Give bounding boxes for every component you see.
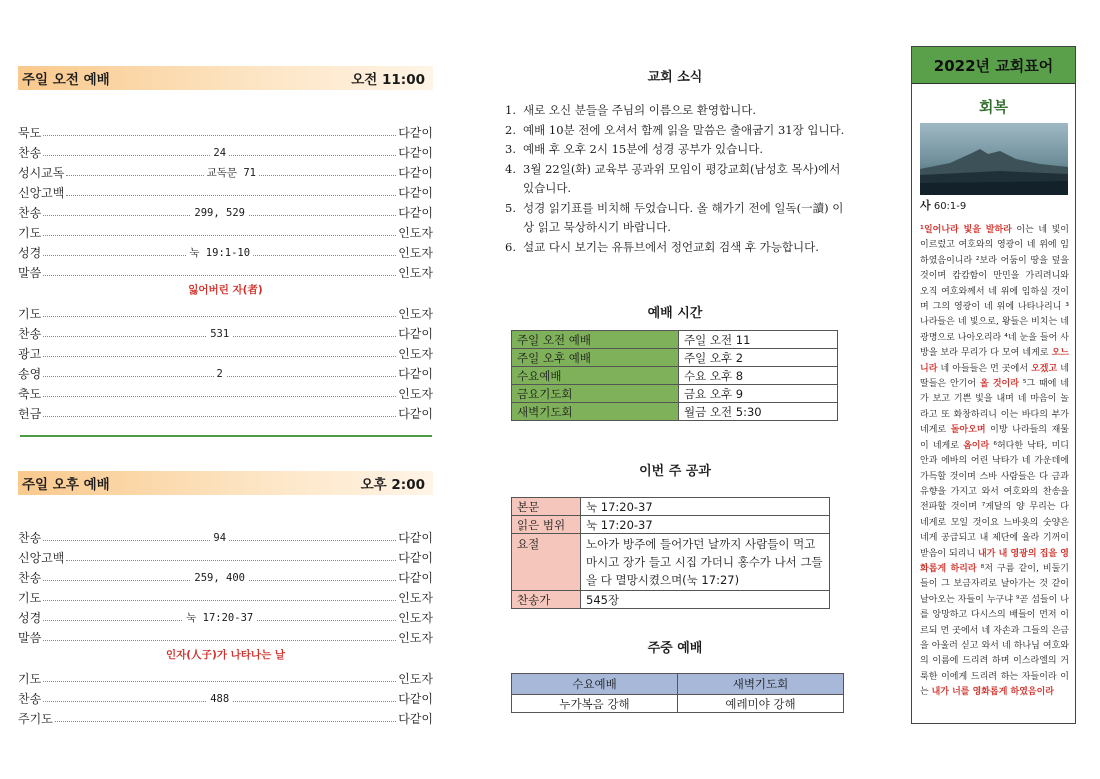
section-divider (20, 435, 432, 437)
order-leader: 인도자 (398, 226, 433, 240)
news-number: 3. (505, 142, 516, 156)
motto-panel (911, 46, 1076, 724)
order-label: 말씀 (18, 631, 42, 645)
news-text: 성경 읽기표를 비치해 두었습니다. 올 해가기 전에 일독(一讀) 이상 읽고 묵상하시기 바랍니다. (523, 200, 844, 234)
order-row (18, 341, 433, 361)
verse-highlight: 오느니라 (920, 348, 1069, 374)
order-label: 주기도 (18, 712, 53, 726)
order-row (18, 180, 433, 200)
dot-leader (43, 415, 396, 417)
order-row (18, 666, 433, 686)
order-label: 묵도 (18, 126, 42, 140)
schedule-time: 주일 오전 11 (679, 331, 838, 349)
order-leader: 다같이 (398, 571, 433, 585)
schedule-service: 주일 오전 예배 (512, 331, 679, 349)
order-leader: 다같이 (398, 146, 433, 160)
lesson-value: 눅 17:20-37 (581, 516, 830, 534)
order-row (18, 605, 433, 625)
lesson-key: 찬송가 (512, 591, 581, 609)
order-leader: 다같이 (398, 551, 433, 565)
verse-highlight: 옴이라 (963, 440, 990, 451)
verse-range: 60:1-9 (933, 201, 967, 212)
order-label: 축도 (18, 387, 42, 401)
dot-leader (43, 680, 396, 682)
news-text: 새로 오신 분들을 주님의 이름으로 환영합니다. (523, 103, 757, 117)
order-detail: 눅 19:1-10 (186, 247, 253, 259)
dot-leader (43, 134, 396, 136)
verse-segment: ⁶허다한 낙타, 미디안과 에바의 어린 낙타가 네 가운데에 가득할 것이며 스바 사람들은 다 금과 유향을 가지고 와서 여호와의 찬송을 전파할 것이며 ⁷게달의 양 무리는 다 네게로 모일 것이요 느바욧의 숫양은 네게 공급되고 내 제단에 올라 기꺼이 받음이 되리니 (920, 440, 1069, 559)
order-label: 헌금 (18, 407, 42, 421)
order-detail: 299, 529 (191, 207, 248, 219)
morning-order-list (18, 120, 433, 280)
order-row (18, 200, 433, 220)
order-leader: 인도자 (398, 266, 433, 280)
dot-leader (43, 532, 396, 544)
dot-leader (43, 612, 396, 624)
news-text: 3월 22일(화) 교육부 공과위 모임이 평강교회(남성호 목사)에서 있습니다. (523, 161, 841, 195)
verse-highlight: 올 것이라 (979, 379, 1019, 390)
order-leader: 다같이 (398, 367, 433, 381)
news-number: 1. (505, 103, 516, 117)
order-label: 찬송 (18, 327, 42, 341)
afternoon-sermon-title: 인자(人子)가 나타나는 날 (165, 649, 286, 661)
lesson-table (511, 497, 830, 609)
news-number: 4. (505, 161, 516, 176)
news-text: 설교 다시 보기는 유튜브에서 정언교회 검색 후 가능합니다. (523, 239, 819, 254)
order-row (18, 301, 433, 321)
order-label: 기도 (18, 591, 42, 605)
lesson-row (512, 498, 830, 516)
order-detail: 488 (207, 693, 232, 705)
midweek-title: 주중 예배 (647, 641, 703, 656)
order-row (18, 220, 433, 240)
afternoon-service-time: 오후 2:00 (360, 477, 425, 493)
verse-segment: 네 아들들은 먼 곳에서 (937, 363, 1032, 374)
order-leader: 다같이 (398, 712, 433, 726)
news-item (505, 121, 850, 141)
order-row (18, 525, 433, 545)
morning-service-header (18, 66, 433, 90)
schedule-time: 금요 오후 9 (679, 385, 838, 403)
order-leader: 인도자 (398, 387, 433, 401)
schedule-service: 주일 오후 예배 (512, 349, 679, 367)
morning-service-time: 오전 11:00 (351, 72, 425, 88)
order-leader: 다같이 (398, 186, 433, 200)
lesson-key: 본문 (512, 498, 581, 516)
lesson-row (512, 534, 830, 591)
news-item (505, 199, 850, 238)
dot-leader (43, 247, 396, 259)
morning-order-list-2 (18, 301, 433, 421)
order-row (18, 381, 433, 401)
order-label: 신앙고백 (18, 186, 65, 200)
order-label: 찬송 (18, 206, 42, 220)
lesson-key: 읽은 범위 (512, 516, 581, 534)
order-label: 찬송 (18, 692, 42, 706)
order-label: 찬송 (18, 146, 42, 160)
verse-highlight: ¹일어나라 빛을 발하라 (920, 225, 1012, 235)
order-row (18, 401, 433, 421)
order-label: 성시교독 (18, 166, 65, 180)
order-detail: 교독문 71 (204, 167, 259, 179)
midweek-value-wed: 누가복음 강해 (512, 695, 678, 713)
schedule-title: 예배 시간 (647, 306, 703, 321)
schedule-row (512, 403, 838, 421)
dot-leader (43, 207, 396, 219)
order-label: 말씀 (18, 266, 42, 280)
dot-leader (43, 315, 396, 317)
lesson-row (512, 516, 830, 534)
order-row (18, 321, 433, 341)
dot-leader (43, 572, 396, 584)
verse-highlight: 내가 내 영광의 집을 영화롭게 하리라 (920, 548, 1069, 574)
schedule-row (512, 367, 838, 385)
dot-leader (43, 328, 396, 340)
order-row (18, 160, 433, 180)
schedule-service: 새벽기도회 (512, 403, 679, 421)
order-detail: 94 (210, 532, 229, 544)
news-text: 예배 10분 전에 오셔서 함께 읽을 말씀은 출애굽기 31장 입니다. (523, 122, 845, 137)
morning-sermon-title: 잃어버린 자(者) (188, 284, 263, 296)
dot-leader (66, 194, 396, 196)
news-number: 5. (505, 200, 516, 215)
order-label: 기도 (18, 226, 42, 240)
mountain-landscape-image (920, 123, 1068, 195)
news-item (505, 140, 850, 160)
dot-leader (43, 234, 396, 236)
order-leader: 다같이 (398, 531, 433, 545)
dot-leader (43, 355, 396, 357)
dot-leader (43, 395, 396, 397)
order-leader: 인도자 (398, 307, 433, 321)
verse-segment: ⁵그 때에 네가 보고 기쁜 빛을 내며 네 마음이 놀라고 또 화창하리니 이는 바다의 부가 네게로 (920, 379, 1069, 436)
morning-service-title: 주일 오전 예배 (22, 72, 110, 88)
order-row (18, 260, 433, 280)
order-label: 광고 (18, 347, 42, 361)
news-list (505, 101, 850, 257)
order-leader: 인도자 (398, 347, 433, 361)
verse-reference (920, 197, 1075, 213)
order-leader: 인도자 (398, 591, 433, 605)
order-row (18, 120, 433, 140)
order-row (18, 706, 433, 726)
news-title: 교회 소식 (647, 70, 703, 85)
order-leader: 다같이 (398, 126, 433, 140)
order-leader: 다같이 (398, 206, 433, 220)
order-row (18, 545, 433, 565)
order-label: 신앙고백 (18, 551, 65, 565)
order-leader: 다같이 (398, 407, 433, 421)
lesson-value: 노아가 방주에 들어가던 날까지 사람들이 먹고 마시고 장가 들고 시집 가더니 홍수가 나서 그들을 다 멸망시켰으며(눅 17:27) (581, 534, 830, 591)
order-row (18, 565, 433, 585)
schedule-service: 수요예배 (512, 367, 679, 385)
verse-segment: 이는 네 빛이 이르렀고 여호와의 영광이 네 위에 임하였음이니라 ²보라 어둠이 땅을 덮을 것이며 캄캄함이 만민을 가리려니와 오직 여호와께서 네 위에 임하실 것이며 그의 영광이 네 위에 나타나리니 ³나라들은 네 빛으로, 왕들은 비치는 네 광명으로 나아오리라 ⁴네 눈을 들어 사방을 보라 무리가 다 모여 네게로 (920, 225, 1069, 359)
order-row (18, 140, 433, 160)
order-leader: 다같이 (398, 327, 433, 341)
lesson-row (512, 591, 830, 609)
dot-leader (43, 693, 396, 705)
schedule-row (512, 331, 838, 349)
order-label: 찬송 (18, 531, 42, 545)
news-item (505, 101, 850, 121)
order-detail: 2 (214, 368, 226, 380)
order-row (18, 686, 433, 706)
dot-leader (66, 167, 396, 179)
midweek-table (511, 673, 844, 713)
schedule-table (511, 330, 838, 421)
schedule-time: 월금 오전 5:30 (679, 403, 838, 421)
afternoon-service-header (18, 471, 433, 495)
order-leader: 다같이 (398, 166, 433, 180)
order-label: 기도 (18, 307, 42, 321)
dot-leader (43, 147, 396, 159)
order-label: 송영 (18, 367, 42, 381)
schedule-row (512, 385, 838, 403)
midweek-header-dawn: 새벽기도회 (678, 674, 844, 695)
schedule-service: 금요기도회 (512, 385, 679, 403)
dot-leader (43, 639, 396, 641)
news-item (505, 238, 850, 258)
dot-leader (66, 559, 396, 561)
news-item (505, 160, 850, 199)
order-leader: 인도자 (398, 631, 433, 645)
order-detail: 259, 400 (191, 572, 248, 584)
afternoon-service (18, 471, 433, 726)
morning-service (18, 66, 433, 421)
order-label: 기도 (18, 672, 42, 686)
order-label: 성경 (18, 611, 42, 625)
motto-verse-text (920, 223, 1069, 701)
verse-highlight: 내가 너를 영화롭게 하였음이라 (931, 687, 1054, 698)
order-leader: 인도자 (398, 611, 433, 625)
order-row (18, 240, 433, 260)
verse-segment: ⁸저 구름 같이, 비둘기들이 그 보금자리로 날아가는 것 같이 날아오는 자들이 누구냐 ⁹곧 섬들이 나를 앙망하고 다시스의 배들이 먼저 이르되 먼 곳에서 네 자손과 그들의 은금을 아울러 싣고 와서 네 하나님 여호와의 이름에 드리려 하며 이스라엘의 거룩한 이에게 드리려 하는 자들이라 이는 (920, 563, 1069, 698)
news-text: 예배 후 오후 2시 15분에 성경 공부가 있습니다. (523, 142, 764, 156)
lesson-value: 545장 (581, 591, 830, 609)
verse-segment: 네 딸들은 안기어 (920, 363, 1069, 390)
lesson-title: 이번 주 공과 (639, 464, 711, 479)
schedule-row (512, 349, 838, 367)
schedule-time: 수요 오후 8 (679, 367, 838, 385)
verse-segment: 이방 나라들의 재물이 네게로 (920, 425, 1069, 451)
order-detail: 24 (210, 147, 229, 159)
motto-theme: 회복 (979, 98, 1008, 116)
order-label: 찬송 (18, 571, 42, 585)
afternoon-service-title: 주일 오후 예배 (22, 477, 110, 493)
news-number: 2. (505, 122, 516, 137)
motto-year-title: 2022년 교회표어 (912, 47, 1075, 84)
order-detail: 531 (207, 328, 232, 340)
midweek-value-dawn: 예레미야 강해 (678, 695, 844, 713)
lesson-value: 눅 17:20-37 (581, 498, 830, 516)
order-label: 성경 (18, 246, 42, 260)
schedule-time: 주일 오후 2 (679, 349, 838, 367)
order-row (18, 625, 433, 645)
dot-leader (55, 720, 396, 722)
dot-leader (43, 274, 396, 276)
verse-highlight: 돌아오며 (950, 425, 986, 436)
dot-leader (43, 599, 396, 601)
order-leader: 다같이 (398, 692, 433, 706)
order-detail: 눅 17:20-37 (183, 612, 256, 624)
verse-highlight: 오겠고 (1031, 363, 1058, 374)
verse-book: 사 (920, 199, 931, 212)
order-row (18, 361, 433, 381)
lesson-key: 요절 (512, 534, 581, 591)
midweek-header-wed: 수요예배 (512, 674, 678, 695)
news-number: 6. (505, 239, 516, 254)
order-row (18, 585, 433, 605)
dot-leader (43, 368, 396, 380)
order-leader: 인도자 (398, 672, 433, 686)
order-leader: 인도자 (398, 246, 433, 260)
afternoon-order-list-2 (18, 666, 433, 726)
afternoon-order-list (18, 525, 433, 645)
